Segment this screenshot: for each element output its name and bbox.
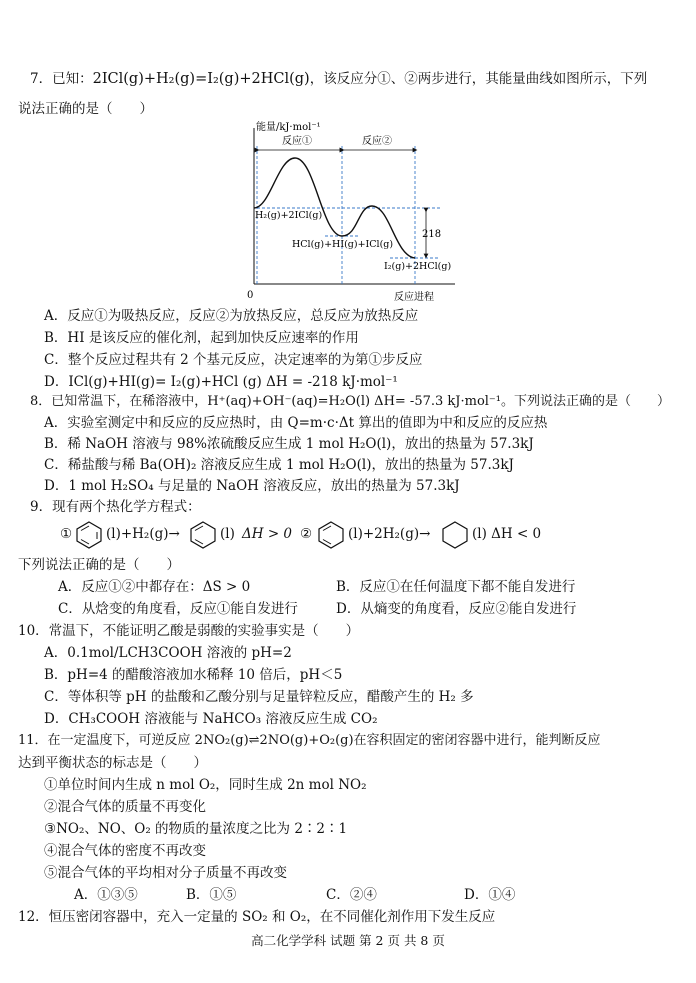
q12-stem: 12．恒压密闭容器中，充入一定量的 SO₂ 和 O₂，在不同催化剂作用下发生反应 xyxy=(18,909,496,925)
x-axis-label: 反应进程 xyxy=(394,292,434,303)
q8-stem: 8．已知常温下，在稀溶液中，H⁺(aq)+OH⁻(aq)=H₂O(l) ΔH= -57.3 kJ·mol⁻¹。下列说法正确的是（ ） xyxy=(30,394,671,409)
cyclohexane-icon xyxy=(440,520,470,550)
intermediate-label: HCl(g)+HI(g)+ICl(g) xyxy=(292,239,394,250)
cyclohexadiene-icon xyxy=(316,520,346,550)
q9-option-d: D．从熵变的角度看，反应②能自发进行 xyxy=(336,601,577,617)
q10-stem: 10．常温下，不能证明乙酸是弱酸的实验事实是（ ） xyxy=(18,623,360,639)
step1-label: 反应① xyxy=(282,136,312,147)
eq2-part-b: (l) ΔH < 0 xyxy=(472,526,542,542)
q8-option-a: A．实验室测定中和反应的反应热时，由 Q=m·c·Δt 算出的值即为中和反应的反应热 xyxy=(44,415,548,431)
q9-stem: 9．现有两个热化学方程式： xyxy=(30,499,201,515)
eq2-number: ② xyxy=(300,526,313,542)
energy-diagram xyxy=(240,120,460,305)
q9-option-b: B．反应①在任何温度下都不能自发进行 xyxy=(336,579,576,595)
q11-option-d: D．①④ xyxy=(464,887,516,903)
q11-option-b: B．①⑤ xyxy=(186,887,237,903)
q11-item-4: ④混合气体的密度不再改变 xyxy=(44,843,206,859)
eq1-part-b: (l) xyxy=(220,526,235,542)
q11-item-2: ②混合气体的质量不再变化 xyxy=(44,799,206,815)
benzene-icon xyxy=(74,520,104,550)
q7-stem-line1 xyxy=(30,70,647,88)
q8-option-d: D．1 mol H₂SO₄ 与足量的 NaOH 溶液反应，放出的热量为 57.3kJ xyxy=(44,478,460,494)
q7-option-b: B．HI 是该反应的催化剂，起到加快反应速率的作用 xyxy=(44,330,359,346)
q9-equation-1 xyxy=(60,520,313,550)
q11-option-c: C．②④ xyxy=(326,887,377,903)
eq2-part-a: (l)+2H₂(g)→ xyxy=(348,526,431,542)
cyclohexadiene-icon xyxy=(188,520,218,550)
q11-stem-line1: 11．在一定温度下，可逆反应 2NO₂(g)⇌2NO(g)+O₂(g)在容积固定的密闭容器中进行，能判断反应 xyxy=(18,733,601,748)
q9-equation-2 xyxy=(300,520,550,550)
q10-option-c: C．等体积等 pH 的盐酸和乙酸分别与足量锌粒反应，醋酸产生的 H₂ 多 xyxy=(44,689,474,705)
q9-stem2: 下列说法正确的是（ ） xyxy=(18,557,180,573)
q11-item-5: ⑤混合气体的平均相对分子质量不再改变 xyxy=(44,865,287,881)
eq1-number: ① xyxy=(60,526,73,542)
q7-option-d: D．ICl(g)+HI(g)= I₂(g)+HCl (g) ΔH = -218 kJ·mol⁻¹ xyxy=(44,374,398,390)
q10-option-d: D．CH₃COOH 溶液能与 NaHCO₃ 溶液反应生成 CO₂ xyxy=(44,711,378,727)
eq1-dh: ΔH > 0 xyxy=(242,526,293,542)
q7-option-a: A．反应①为吸热反应，反应②为放热反应，总反应为放热反应 xyxy=(44,308,419,324)
q7-stem-tail: ，该反应分①、②两步进行，其能量曲线如图所示，下列 xyxy=(309,71,648,87)
q10-option-b: B．pH=4 的醋酸溶液加水稀释 10 倍后，pH＜5 xyxy=(44,667,343,683)
q7-stem-line2: 说法正确的是（ ） xyxy=(18,101,153,117)
step2-label: 反应② xyxy=(362,136,392,147)
q7-option-c: C．整个反应过程共有 2 个基元反应，决定速率的为第①步反应 xyxy=(44,352,423,368)
q7-equation: 2ICl(g)+H₂(g)=I₂(g)+2HCl(g) xyxy=(92,71,310,87)
eq1-part-a: (l)+H₂(g)→ xyxy=(106,526,180,542)
q11-option-a: A．①③⑤ xyxy=(74,887,138,903)
page-footer: 高二化学学科 试题 第 2 页 共 8 页 xyxy=(251,933,445,948)
q7-number: 7．已知： xyxy=(30,71,93,87)
reactant-label: H₂(g)+2ICl(g) xyxy=(255,210,323,221)
q11-item-3: ③NO₂、NO、O₂ 的物质的量浓度之比为 2∶2∶1 xyxy=(44,821,348,837)
delta-label: 218 xyxy=(422,229,442,240)
q8-option-b: B．稀 NaOH 溶液与 98%浓硫酸反应生成 1 mol H₂O(l)，放出的热量为 57.3kJ xyxy=(44,436,534,452)
q9-option-c: C．从焓变的角度看，反应①能自发进行 xyxy=(58,601,298,617)
y-axis-label: 能量/kJ·mol⁻¹ xyxy=(256,122,321,133)
q9-option-a: A．反应①②中都存在：ΔS > 0 xyxy=(58,579,251,595)
q8-option-c: C．稀盐酸与稀 Ba(OH)₂ 溶液反应生成 1 mol H₂O(l)，放出的热量为 57.3kJ xyxy=(44,457,514,473)
product-label: I₂(g)+2HCl(g) xyxy=(384,261,452,272)
q10-option-a: A．0.1mol/LCH3COOH 溶液的 pH=2 xyxy=(44,645,292,661)
q11-stem-line2: 达到平衡状态的标志是（ ） xyxy=(18,755,207,771)
origin-label: 0 xyxy=(247,290,254,301)
q11-item-1: ①单位时间内生成 n mol O₂，同时生成 2n mol NO₂ xyxy=(44,777,367,793)
